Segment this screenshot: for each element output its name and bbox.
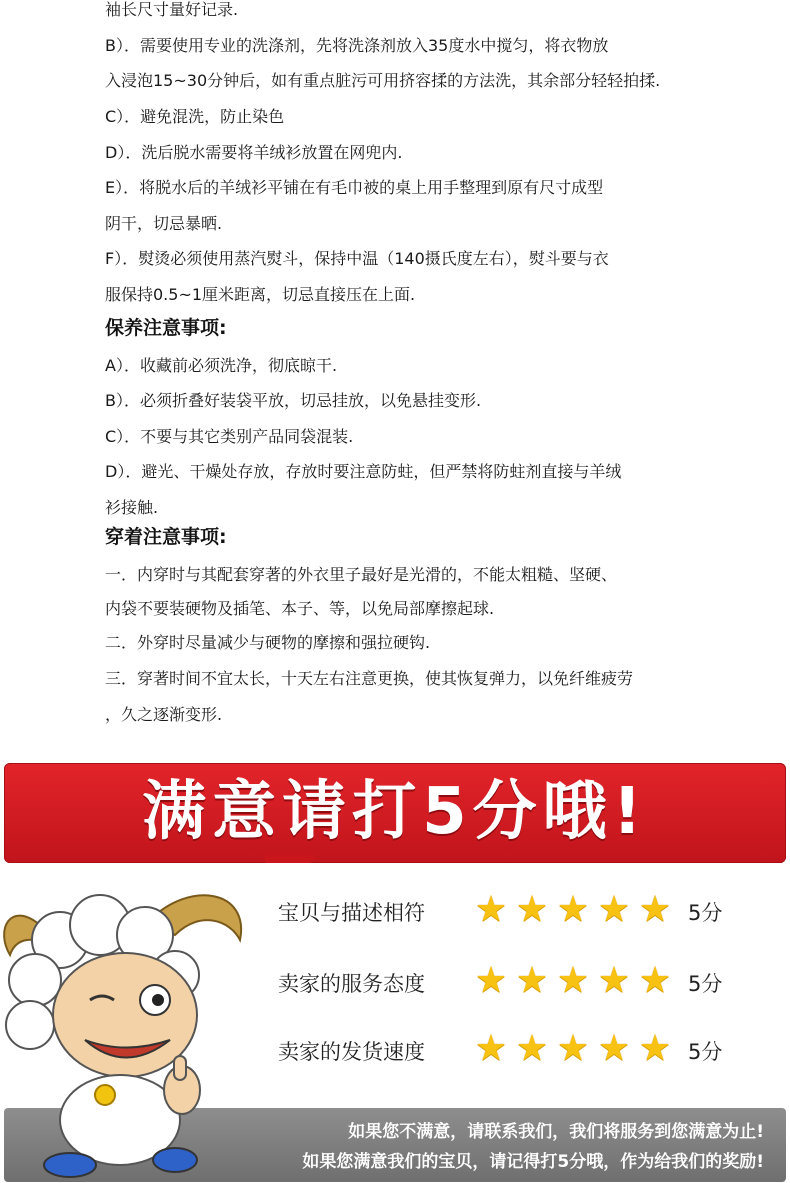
banner-title: 满意请打5分哦! — [142, 775, 648, 849]
rating-label: 卖家的服务态度 — [278, 972, 425, 996]
care-line: 内袋不要装硬物及插笔、本子、等，以免局部摩擦起球. — [105, 599, 495, 618]
section-heading-wearing: 穿着注意事项: — [105, 526, 227, 548]
star-icon: ★ — [515, 960, 549, 1001]
footer-line-2: 如果您满意我们的宝贝，请记得打5分哦，作为给我们的奖励! — [302, 1152, 764, 1172]
care-line: D）．洗后脱水需要将羊绒衫放置在网兜内. — [105, 143, 403, 162]
star-icon: ★ — [597, 889, 631, 930]
star-icon: ★ — [474, 960, 508, 1001]
sheep-mascot-icon — [0, 880, 250, 1180]
star-icon: ★ — [515, 889, 549, 930]
star-icon: ★ — [597, 960, 631, 1001]
care-line: 三．穿著时间不宜太长，十天左右注意更换，使其恢复弹力，以免纤维疲劳 — [105, 669, 634, 688]
care-line: 阴干，切忌暴晒. — [105, 214, 223, 233]
rating-score: 5分 — [688, 1040, 723, 1064]
care-line: 二．外穿时尽量减少与硬物的摩擦和强拉硬钩. — [105, 633, 431, 652]
star-icon: ★ — [597, 1028, 631, 1069]
star-icon: ★ — [474, 889, 508, 930]
star-rating — [474, 889, 672, 930]
rating-score: 5分 — [688, 972, 723, 996]
section-heading-storage: 保养注意事项: — [105, 317, 227, 339]
care-line: 一．内穿时与其配套穿著的外衣里子最好是光滑的，不能太粗糙、坚硬、 — [105, 565, 618, 584]
care-line: B）．必须折叠好装袋平放，切忌挂放，以免悬挂变形. — [105, 391, 482, 410]
rating-label: 宝贝与描述相符 — [278, 901, 425, 925]
star-icon: ★ — [556, 1028, 590, 1069]
star-icon: ★ — [556, 960, 590, 1001]
rating-banner — [4, 763, 786, 863]
care-line: E）．将脱水后的羊绒衫平铺在有毛巾被的桌上用手整理到原有尺寸成型 — [105, 178, 604, 197]
star-icon: ★ — [474, 1028, 508, 1069]
care-line: 袖长尺寸量好记录. — [105, 0, 239, 19]
star-rating — [474, 960, 672, 1001]
care-line: B）．需要使用专业的洗涤剂，先将洗涤剂放入35度水中搅匀，将衣物放 — [105, 36, 609, 55]
care-line: 服保持0.5~1厘米距离，切忌直接压在上面. — [105, 285, 416, 304]
star-icon: ★ — [638, 1028, 672, 1069]
star-icon: ★ — [638, 889, 672, 930]
care-line: C）．避免混洗，防止染色 — [105, 107, 285, 126]
star-icon: ★ — [556, 889, 590, 930]
care-line: 入浸泡15~30分钟后，如有重点脏污可用挤容揉的方法洗，其余部分轻轻拍揉. — [105, 71, 661, 90]
rating-label: 卖家的发货速度 — [278, 1040, 425, 1064]
star-rating — [474, 1028, 672, 1069]
rating-score: 5分 — [688, 901, 723, 925]
care-line: D）．避光、干燥处存放，存放时要注意防蛀，但严禁将防蛀剂直接与羊绒 — [105, 462, 622, 481]
star-icon: ★ — [638, 960, 672, 1001]
footer-line-1: 如果您不满意，请联系我们，我们将服务到您满意为止! — [348, 1122, 764, 1142]
star-icon: ★ — [515, 1028, 549, 1069]
care-line: 衫接触. — [105, 498, 159, 517]
care-line: A）．收藏前必须洗净，彻底晾干. — [105, 356, 338, 375]
care-line: ，久之逐渐变形. — [105, 705, 223, 724]
care-line: F）．熨烫必须使用蒸汽熨斗，保持中温（140摄氏度左右），熨斗要与衣 — [105, 249, 609, 268]
care-line: C）．不要与其它类别产品同袋混装. — [105, 427, 354, 446]
